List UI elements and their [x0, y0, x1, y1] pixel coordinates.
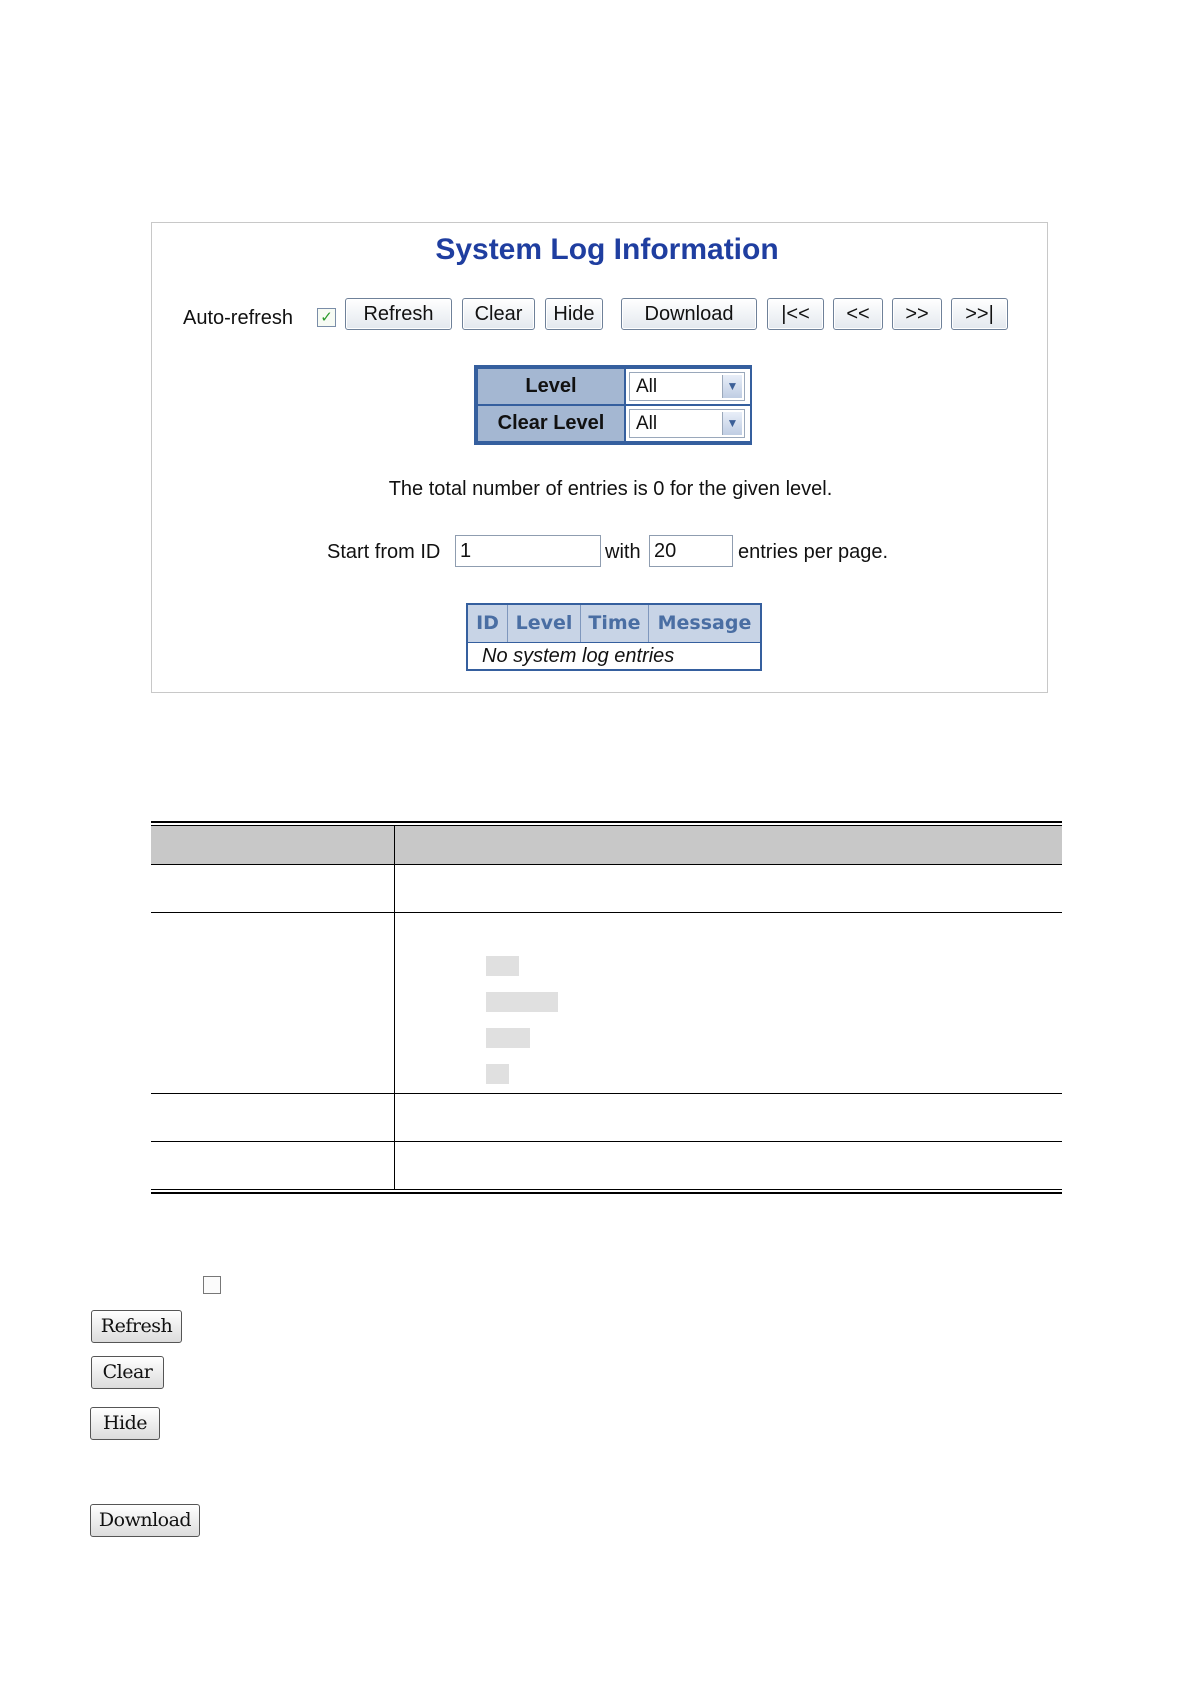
column-header-time: Time [581, 605, 649, 642]
with-label: with [605, 541, 641, 563]
auto-refresh-checkbox[interactable]: ✓ [317, 308, 336, 327]
start-from-id-label: Start from ID [327, 541, 441, 563]
clear-level-label: Clear Level [478, 406, 624, 441]
auto-refresh-checkbox-legend[interactable] [203, 1276, 221, 1294]
start-id-input[interactable]: 1 [455, 535, 601, 567]
download-button-legend[interactable]: Download [90, 1504, 200, 1537]
refresh-button[interactable]: Refresh [345, 298, 452, 330]
level-filter-table [474, 365, 752, 445]
entries-per-page-input[interactable]: 20 [649, 535, 733, 567]
system-log-table [466, 603, 762, 671]
redacted-text [486, 1064, 509, 1084]
level-select-value: All [636, 376, 658, 397]
hide-button-legend[interactable]: Hide [90, 1407, 160, 1440]
level-label: Level [478, 369, 624, 404]
page-title: System Log Information [435, 233, 779, 266]
column-header-level: Level [508, 605, 581, 642]
redacted-text [486, 956, 519, 976]
clear-button-legend[interactable]: Clear [91, 1356, 164, 1389]
last-page-button[interactable]: >>| [951, 298, 1008, 330]
download-button[interactable]: Download [621, 298, 757, 330]
parameter-table [151, 821, 1062, 1195]
clear-button[interactable]: Clear [462, 298, 535, 330]
empty-log-message: No system log entries [468, 642, 760, 669]
column-header-id: ID [468, 605, 508, 642]
total-entries-text: The total number of entries is 0 for the given level. [388, 478, 833, 500]
table-header [151, 826, 1062, 864]
refresh-button-legend[interactable]: Refresh [91, 1310, 182, 1343]
auto-refresh-label: Auto-refresh [183, 307, 294, 329]
next-page-button[interactable]: >> [892, 298, 942, 330]
level-select[interactable] [629, 372, 745, 401]
chevron-down-icon[interactable]: ▼ [722, 375, 742, 398]
redacted-text [486, 1028, 530, 1048]
column-header-message: Message [649, 605, 760, 642]
system-log-panel [151, 222, 1048, 693]
clear-level-select-value: All [636, 413, 658, 434]
prev-page-button[interactable]: << [833, 298, 883, 330]
first-page-button[interactable]: |<< [767, 298, 824, 330]
clear-level-select[interactable] [629, 409, 745, 438]
redacted-text [486, 992, 558, 1012]
entries-per-page-label: entries per page. [738, 541, 889, 563]
hide-button[interactable]: Hide [545, 298, 603, 330]
chevron-down-icon[interactable]: ▼ [722, 412, 742, 435]
